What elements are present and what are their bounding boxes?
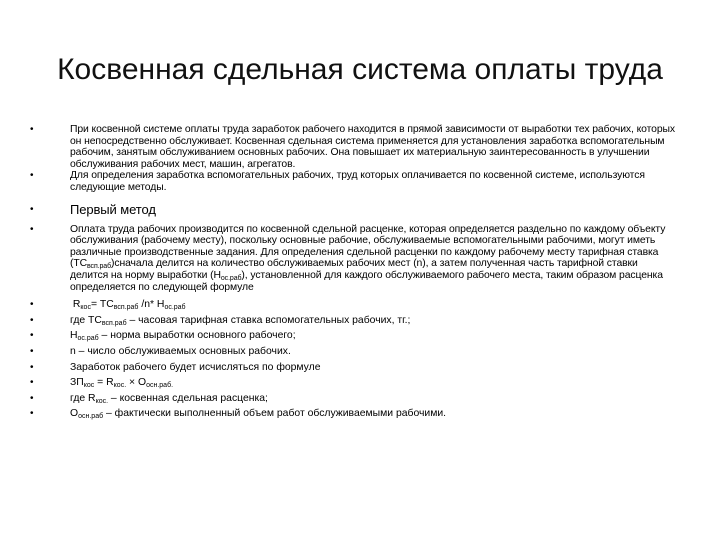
list-item [28, 202, 678, 218]
bullet-icon: • [30, 203, 34, 215]
bullet-icon: • [30, 377, 34, 389]
formula-legend: где $R_{кос.}$ – косвенная сдельная расценка; [70, 392, 268, 405]
bullet-icon: • [30, 408, 34, 420]
paragraph: Заработок рабочего будет исчисляться по формуле [70, 361, 321, 373]
formula-legend: n – число обслуживаемых основных рабочих. [70, 345, 291, 357]
bullet-icon: • [30, 299, 34, 311]
list-item [28, 299, 678, 311]
bullet-icon: • [30, 223, 34, 235]
formula: $R_{кос}= ТС_{всп.раб}$ /n* $Н_{ос.раб}$ [72, 299, 186, 312]
list-item [28, 170, 678, 193]
formula-legend: $О_{осн.раб}$ – фактически выполненный объем работ обслуживаемыми рабочими. [70, 408, 447, 421]
list-item [28, 315, 678, 327]
formula-legend: $Н_{ос.раб}$ – норма выработки основного рабочего; [70, 330, 296, 343]
bullet-icon: • [30, 345, 34, 357]
bullet-icon: • [30, 124, 34, 135]
bullet-icon: • [30, 361, 34, 373]
list-item [28, 362, 678, 374]
formula: $ЗП_{кос} = R_{кос.} \times О_{осн.раб.}$ [70, 377, 174, 390]
section-heading: Первый метод [70, 201, 156, 217]
bullet-icon: • [30, 330, 34, 342]
bullet-icon: • [30, 170, 34, 182]
slide-title: Косвенная сдельная система оплаты труда [57, 53, 663, 86]
list-item [28, 224, 678, 294]
list-item [28, 408, 678, 420]
list-item [28, 393, 678, 405]
bullet-list [28, 124, 678, 420]
bullet-icon: • [30, 314, 34, 326]
list-item [28, 124, 678, 170]
paragraph: Для определения заработка вспомогательных рабочих, труд которых оплачивается по косвенной системе, используются следующие методы. [70, 170, 645, 193]
paragraph: Оплата труда рабочих производится по косвенной сдельной расценке, которая определяется раздельно по каждому объекту обслуживания (рабочему месту), поскольку основные рабочие, обслуживаемые вспомогательными рабочими, могут иметь различные производственные задания. Для определения сдельной расценки по каждому рабочему месту тарифная ставка $(ТС_{всп.раб})сначала$ делится на количество обслуживаемых рабочих мест (n), а затем полученная часть тарифной ставки делится на норму выработки $(Н_{ос.раб})$, установленной для каждого обслуживаемого рабочего места, таким образом расценка определяется по следующей формуле [70, 223, 666, 293]
formula-legend: где $ТС_{всп.раб}$ – часовая тарифная ставка вспомогательных рабочих, тг.; [70, 314, 411, 327]
list-item [28, 330, 678, 342]
bullet-icon: • [30, 392, 34, 404]
list-item [28, 346, 678, 358]
paragraph: При косвенной системе оплаты труда заработок рабочего находится в прямой зависимости от выработки тех рабочих, которых он непосредственно обслуживает. Косвенная сдельная система применяется для установления заработка вспомогательным рабочим, занятым обслуживанием основных рабочих. Она повышает их материальную заинтересованность в улучшении обслуживания рабочих мест, машин, агрегатов. [70, 124, 675, 170]
list-item [28, 377, 678, 389]
